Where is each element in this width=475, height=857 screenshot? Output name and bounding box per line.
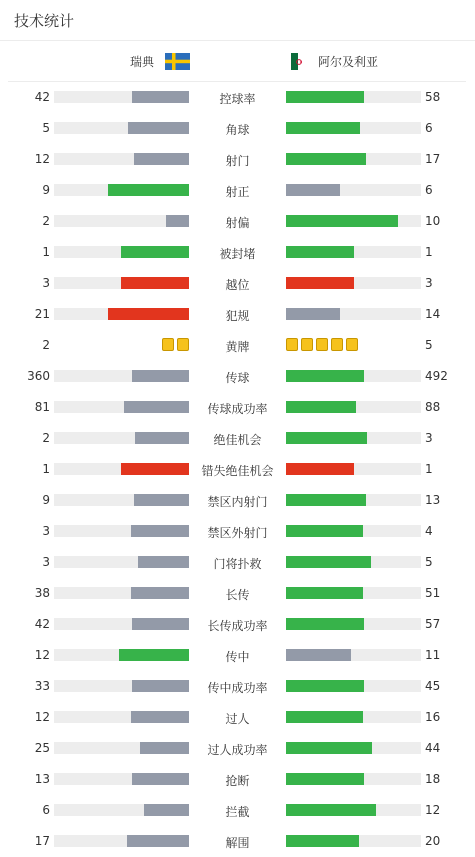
away-value: 11 [425,648,441,662]
yellow-card-icon [286,338,298,351]
away-bar-track [286,91,421,103]
away-value: 4 [425,524,433,538]
stat-label: 错失绝佳机会 [201,464,274,478]
home-bar-fill [132,618,189,630]
away-value: 13 [425,493,441,507]
away-value: 20 [425,834,441,848]
home-bar-track [54,680,189,692]
away-bar-track [286,525,421,537]
stat-row [0,82,475,113]
home-value: 2 [42,338,50,352]
sweden-flag-icon [165,53,190,70]
away-bar-fill [286,184,340,196]
home-value: 9 [42,493,50,507]
yellow-card-icon [346,338,358,351]
stat-row [0,330,475,361]
stat-label: 犯规 [225,309,250,323]
home-value: 25 [34,741,50,755]
away-bar-track [286,773,421,785]
yellow-card-icon [177,338,189,351]
stat-row [0,795,475,826]
away-bar-track [286,184,421,196]
away-bar-fill [286,711,363,723]
stat-label: 越位 [225,278,250,292]
away-bar-track [286,804,421,816]
home-value: 12 [34,152,50,166]
home-bar-track [54,401,189,413]
home-bar-track [54,308,189,320]
home-bar-fill [166,215,189,227]
away-bar-track [286,246,421,258]
home-bar-fill [135,432,189,444]
home-value: 3 [42,524,50,538]
home-value: 17 [34,834,50,848]
home-bar-fill [131,587,189,599]
stat-label: 抢断 [225,774,250,788]
stat-row [0,268,475,299]
home-value: 1 [42,245,50,259]
stat-label: 射正 [225,185,250,199]
algeria-flag-icon [291,53,304,70]
home-bar-track [54,463,189,475]
stat-row [0,764,475,795]
away-team-name: 阿尔及利亚 [318,55,379,69]
away-bar-track [286,556,421,568]
stat-row [0,299,475,330]
home-bar-track [54,742,189,754]
away-bar-fill [286,649,351,661]
away-value: 16 [425,710,441,724]
home-value: 2 [42,431,50,445]
home-bar-fill [121,463,189,475]
away-bar-track [286,494,421,506]
stat-label: 传中成功率 [207,681,268,695]
stat-label: 禁区外射门 [207,526,268,540]
stat-label: 射偏 [225,216,250,230]
away-value: 492 [425,369,448,383]
home-value: 12 [34,710,50,724]
away-value: 1 [425,245,433,259]
home-value: 33 [34,679,50,693]
stat-label: 门将扑救 [213,557,262,571]
stat-label: 传球 [225,371,250,385]
home-bar-fill [144,804,189,816]
away-bar-track [286,401,421,413]
away-bar-track [286,308,421,320]
stat-row [0,113,475,144]
home-value: 42 [34,617,50,631]
away-bar-fill [286,463,354,475]
stat-row [0,826,475,857]
away-bar-track [286,370,421,382]
stat-label: 射门 [225,154,250,168]
away-bar-fill [286,587,363,599]
away-bar-track [286,618,421,630]
stat-row [0,423,475,454]
home-bar-fill [140,742,189,754]
away-value: 17 [425,152,441,166]
stat-row [0,609,475,640]
stat-row [0,392,475,423]
away-bar-fill [286,773,364,785]
away-value: 14 [425,307,441,321]
home-value: 42 [34,90,50,104]
stat-row [0,237,475,268]
home-bar-fill [121,246,189,258]
home-team-name: 瑞典 [129,55,154,69]
away-bar-fill [286,91,364,103]
stat-row [0,640,475,671]
home-bar-fill [124,401,189,413]
home-bar-fill [119,649,189,661]
home-bar-fill [127,835,189,847]
stat-label: 传球成功率 [207,402,268,416]
away-bar-fill [286,680,364,692]
stat-row [0,206,475,237]
stats-list [0,82,475,857]
home-bar-track [54,432,189,444]
away-bar-track [286,215,421,227]
home-bar-track [54,184,189,196]
away-bar-fill [286,432,367,444]
yellow-card-icon [316,338,328,351]
home-value: 1 [42,462,50,476]
home-bar-fill [108,184,189,196]
stat-label: 角球 [225,123,250,137]
stat-label: 传中 [225,650,250,664]
away-value: 1 [425,462,433,476]
stat-row [0,516,475,547]
yellow-card-icon [331,338,343,351]
home-bar-fill [131,711,189,723]
home-value: 12 [34,648,50,662]
away-bar-track [286,649,421,661]
away-bar-track [286,680,421,692]
away-value: 6 [425,183,433,197]
home-bar-fill [134,153,189,165]
away-bar-track [286,463,421,475]
stat-row [0,454,475,485]
home-bar-track [54,618,189,630]
away-bar-track [286,742,421,754]
home-bar-fill [121,277,189,289]
home-value: 2 [42,214,50,228]
away-value: 44 [425,741,441,755]
home-bar-track [54,215,189,227]
stat-row [0,702,475,733]
away-bar-track [286,835,421,847]
away-bar-fill [286,308,340,320]
home-value: 5 [42,121,50,135]
away-bar-fill [286,525,363,537]
home-value: 6 [42,803,50,817]
away-bar-fill [286,215,398,227]
home-yellow-cards [162,338,189,351]
stat-label: 黄牌 [225,340,250,354]
away-bar-track [286,711,421,723]
stat-label: 长传 [225,588,250,602]
home-bar-track [54,804,189,816]
stat-row [0,578,475,609]
stat-row [0,175,475,206]
away-value: 88 [425,400,441,414]
away-value: 12 [425,803,441,817]
away-bar-fill [286,122,360,134]
home-value: 3 [42,555,50,569]
away-bar-track [286,432,421,444]
away-bar-track [286,122,421,134]
home-bar-fill [131,525,189,537]
away-value: 45 [425,679,441,693]
stat-row [0,547,475,578]
home-value: 3 [42,276,50,290]
away-yellow-cards [286,338,358,351]
home-bar-fill [132,91,189,103]
stat-row [0,361,475,392]
header-bar [0,0,475,41]
stat-label: 解围 [225,836,250,850]
stat-label: 长传成功率 [207,619,268,633]
home-bar-track [54,556,189,568]
away-bar-track [286,277,421,289]
home-bar-track [54,246,189,258]
yellow-card-icon [301,338,313,351]
stat-label: 被封堵 [219,247,256,261]
stat-row [0,671,475,702]
home-value: 13 [34,772,50,786]
home-value: 360 [27,369,50,383]
home-bar-track [54,153,189,165]
away-bar-track [286,153,421,165]
home-value: 21 [34,307,50,321]
home-bar-track [54,122,189,134]
home-bar-track [54,525,189,537]
stat-label: 过人成功率 [207,743,268,757]
home-bar-fill [132,680,189,692]
away-bar-fill [286,246,354,258]
stat-label: 控球率 [219,92,256,106]
home-value: 81 [34,400,50,414]
away-value: 58 [425,90,441,104]
away-value: 10 [425,214,441,228]
home-bar-track [54,649,189,661]
away-bar-fill [286,370,364,382]
home-bar-track [54,370,189,382]
away-bar-track [286,587,421,599]
home-bar-fill [108,308,189,320]
stat-row [0,485,475,516]
away-bar-fill [286,401,356,413]
away-bar-fill [286,277,354,289]
home-bar-track [54,773,189,785]
away-bar-fill [286,618,364,630]
stat-row [0,733,475,764]
away-bar-fill [286,494,366,506]
home-bar-track [54,277,189,289]
home-bar-track [54,91,189,103]
stat-label: 禁区内射门 [207,495,268,509]
home-bar-track [54,494,189,506]
home-bar-track [54,835,189,847]
home-bar-fill [132,370,189,382]
yellow-card-icon [162,338,174,351]
away-value: 5 [425,338,433,352]
away-value: 18 [425,772,441,786]
away-bar-fill [286,742,372,754]
away-value: 51 [425,586,441,600]
home-bar-fill [138,556,189,568]
home-bar-fill [134,494,189,506]
away-value: 3 [425,276,433,290]
stat-row [0,144,475,175]
away-value: 3 [425,431,433,445]
away-bar-fill [286,556,371,568]
away-bar-fill [286,153,366,165]
away-value: 6 [425,121,433,135]
stat-label: 绝佳机会 [213,433,262,447]
home-value: 9 [42,183,50,197]
stat-label: 拦截 [225,805,250,819]
teams-header [8,41,466,82]
stat-label: 过人 [225,712,250,726]
away-value: 5 [425,555,433,569]
home-bar-fill [128,122,189,134]
home-bar-track [54,711,189,723]
away-bar-fill [286,804,376,816]
away-bar-fill [286,835,359,847]
home-bar-track [54,587,189,599]
home-value: 38 [34,586,50,600]
page-title: 技术统计 [14,12,75,30]
away-value: 57 [425,617,441,631]
home-bar-fill [132,773,189,785]
